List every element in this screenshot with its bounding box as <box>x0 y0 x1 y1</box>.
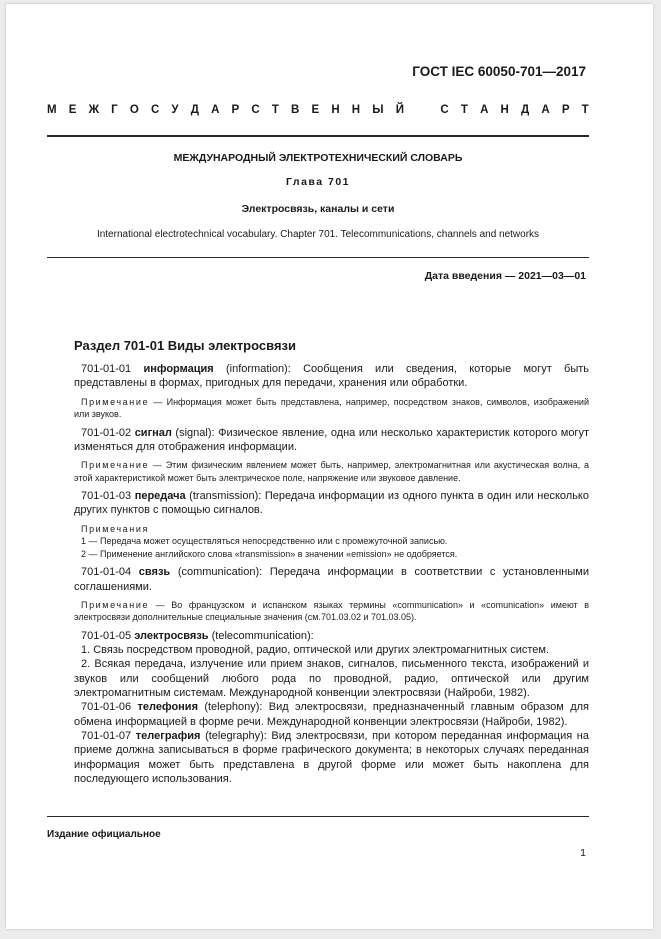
standard-type-letter: М <box>47 104 57 116</box>
entry-note-1: 1 — Передача может осуществляться непосредственно или с промежуточной записью. <box>81 536 448 547</box>
entry-definition: (telegraphy): Вид электросвязи, при котором переданная информация на приеме должна записываться в форме графического документа; в некоторых случаях переданная информация может быть представлена в другой форме или может быть накоплена для последующего использования. <box>74 729 589 785</box>
standard-type-letter: О <box>129 104 139 116</box>
document-number: ГОСТ IEC 60050-701—2017 <box>412 64 586 79</box>
entry-number: 701-01-06 <box>81 701 138 714</box>
entry-definition: (information): Сообщения или сведения, которые могут быть представлены в формах, пригодных для передачи, хранения или обработки. <box>74 363 589 390</box>
entry-definition: (signal): Физическое явление, одна или несколько характеристик которого могут изменяться для отображения информации. <box>74 426 589 453</box>
standard-type-letter: В <box>291 104 300 116</box>
entry-telephony <box>74 700 589 729</box>
standard-type-letter: А <box>541 104 550 116</box>
chapter-subtitle: Электросвязь, каналы и сети <box>241 203 395 215</box>
title-divider <box>47 257 589 258</box>
notes-label <box>74 523 589 536</box>
standard-type-letter: А <box>211 104 220 116</box>
entry-number: 701-01-05 <box>81 629 135 642</box>
entry-number: 701-01-03 <box>81 490 135 503</box>
chapter-heading: Глава 701 <box>285 176 351 188</box>
entry-signal <box>74 426 589 455</box>
standard-type-letter: Ы <box>372 104 384 116</box>
entry-communication <box>74 565 589 594</box>
note-label: Примечание <box>81 396 150 407</box>
document-body <box>74 362 589 786</box>
entry-telegraphy <box>74 729 589 786</box>
edition-label: Издание официальное <box>47 829 161 840</box>
entry-term: сигнал <box>134 426 172 439</box>
entry-definition-2: 2. Всякая передача, излучение или прием знаков, сигналов, письменного текста, изображений и звуков или сообщений любого рода по проводной, радио, оптической или другим электромагнитным системам. Международной конвенции электросвязи (Найроби, 1982). <box>74 658 589 700</box>
entry-information <box>74 362 589 391</box>
standard-type-letter: Е <box>311 104 320 116</box>
entry-definition: (telephony): Вид электросвязи, предназначенный главным образом для обмена информацией в форме речи. Международной конвенции электросвязи (Найроби, 1982). <box>74 701 589 728</box>
standard-type-letter: Е <box>68 104 77 116</box>
entry-note <box>74 396 589 421</box>
entry-definition: (communication): Передача информации в соответствии с установленными соглашениями. <box>74 566 589 593</box>
page-number: 1 <box>580 847 586 859</box>
standard-type-letter: Н <box>500 104 509 116</box>
document-title: МЕЖДУНАРОДНЫЙ ЭЛЕКТРОТЕХНИЧЕСКИЙ СЛОВАРЬ <box>173 152 463 164</box>
entry-term: телеграфия <box>135 729 201 742</box>
note-label: Примечание <box>81 599 150 610</box>
standard-type-letter: Т <box>271 104 279 116</box>
standard-type-letter: Т <box>460 104 468 116</box>
standard-type-letter: Т <box>581 104 589 116</box>
standard-type-letter: Н <box>331 104 340 116</box>
entry-definition: (transmission): Передача информации из одного пункта в один или несколько других пунктов с помощью сигналов. <box>74 490 589 517</box>
entry-definition-1: 1. Связь посредством проводной, радио, оптической или других электромагнитных систем. <box>81 644 549 657</box>
standard-type-letter: Д <box>190 104 199 116</box>
standard-type-letter: С <box>150 104 160 116</box>
entry-note <box>74 459 589 484</box>
standard-type-letter: Ж <box>88 104 99 116</box>
entry-definition: (telecommunication): <box>208 629 314 642</box>
standard-type-letter: Г <box>111 104 118 116</box>
entry-term: телефония <box>137 701 198 714</box>
section-heading: Раздел 701-01 Виды электросвязи <box>74 338 296 353</box>
document-page <box>6 4 653 929</box>
note-label: Примечание <box>81 460 150 471</box>
entry-transmission <box>74 489 589 518</box>
standard-type-heading <box>47 104 589 116</box>
standard-type-letter: С <box>251 104 260 116</box>
entry-number: 701-01-02 <box>81 426 135 439</box>
entry-number: 701-01-04 <box>81 566 139 579</box>
note-text: — Этим физическим явлением может быть, например, электромагнитная или акустическая волна, а этой характеристикой может быть электрическое поле, напряжение или звуковое давление. <box>74 460 589 483</box>
standard-type-letter: Д <box>521 104 530 116</box>
standard-type-letter: Р <box>231 104 240 116</box>
entry-number: 701-01-07 <box>81 729 136 742</box>
standard-type-letter: А <box>480 104 489 116</box>
standard-type-letter: Й <box>395 104 404 116</box>
standard-type-letter: Н <box>351 104 361 116</box>
note-text: — Информация может быть представлена, например, посредством знаков, символов, изображений или звуков. <box>74 396 589 420</box>
entry-note-2: 2 — Применение английского слова «transmission» в значении «emission» не одобряется. <box>81 548 458 559</box>
note-text: — Во французском и испанском языках термины «communication» и «comunication» имеют в электросвязи дополнительные специальные значения (см.701.03.02 и 701.03.05). <box>74 599 589 623</box>
note-label: Примечания <box>81 523 149 534</box>
entry-term: передача <box>134 490 186 503</box>
entry-telecommunication <box>74 629 589 643</box>
entry-number: 701-01-01 <box>81 363 144 375</box>
introduction-date: Дата введения — 2021—03—01 <box>424 270 586 282</box>
english-title: International electrotechnical vocabulary. Chapter 701. Telecommunications, channels and networks <box>96 229 540 240</box>
footer-divider <box>47 816 589 817</box>
standard-type-letter: С <box>440 104 449 116</box>
standard-type-letter: У <box>171 104 179 116</box>
entry-term: электросвязь <box>134 629 209 642</box>
entry-term: связь <box>138 566 171 579</box>
entry-note <box>74 599 589 624</box>
standard-type-letter: Р <box>561 104 570 116</box>
entry-term: информация <box>143 363 214 375</box>
header-divider <box>47 135 589 137</box>
